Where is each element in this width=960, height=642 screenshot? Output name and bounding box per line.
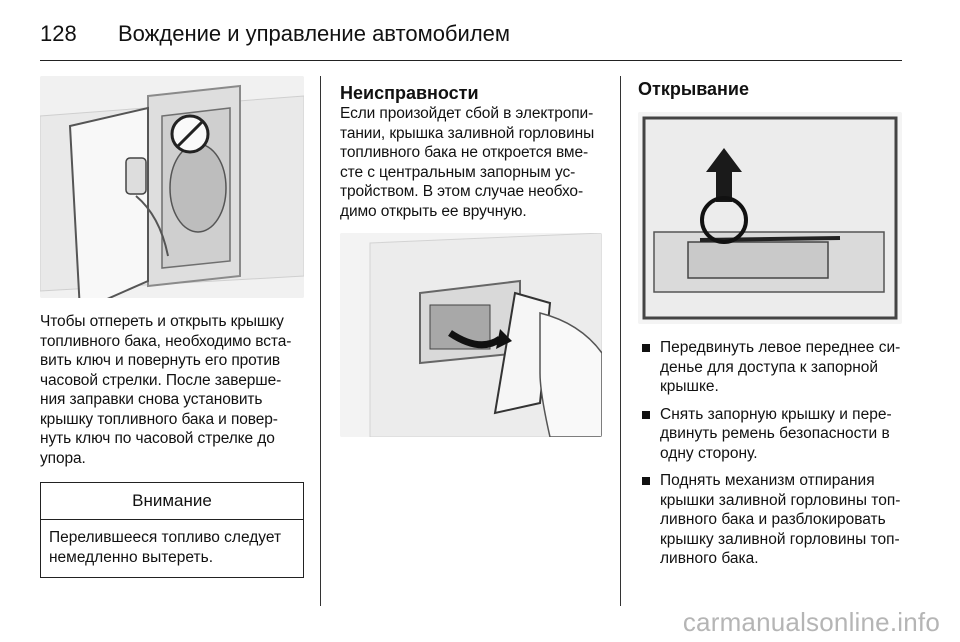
watermark: carmanualsonline.info	[682, 607, 940, 637]
column-3	[638, 68, 902, 577]
malfunctions-text: Если произойдет сбой в электропи- тании, крышка заливной горловины топливного бака не откроется вме- сте с центральным запорным ус- тройством. В этом случае необхо- димо открыть ее вручную.	[340, 105, 595, 220]
column-2	[340, 68, 604, 437]
release-mechanism-icon	[638, 112, 902, 324]
fuel-door-key-illustration	[40, 76, 304, 298]
section-heading-opening: Открывание	[638, 79, 749, 99]
fuel-door-key-icon	[40, 76, 304, 298]
bullet-icon	[642, 477, 650, 485]
warning-text: Перелившееся топливо следует немедленно вытереть.	[49, 529, 282, 566]
list-item: Поднять механизм отпирания крышки заливной горловины топ- ливного бака и разблокировать крышку заливной горловины топ- ливного бака.	[638, 471, 902, 569]
seat-cover-release-illustration	[638, 112, 902, 324]
column-divider-2	[620, 76, 621, 606]
list-item: Снять запорную крышку и пере- двинуть ремень безопасности в одну сторону.	[638, 405, 902, 464]
page-number: 128	[40, 21, 77, 46]
bullet-icon	[642, 344, 650, 352]
unlock-instructions: Чтобы отпереть и открыть крышку топливного бака, необходимо вста- вить ключ и повернуть его против часовой стрелки. После заверше- ния заправки снова установить крышку топливного бака и повер- нуть ключ по часовой стрелке до упора.	[40, 313, 292, 467]
column-1	[40, 68, 304, 578]
column-divider-1	[320, 76, 321, 606]
page-header	[40, 16, 510, 52]
steps-list	[638, 338, 902, 569]
bullet-icon	[642, 411, 650, 419]
page-title: Вождение и управление автомобилем	[118, 21, 511, 46]
manual-release-illustration	[340, 233, 602, 437]
warning-box	[40, 482, 304, 578]
list-item: Передвинуть левое переднее си- денье для доступа к запорной крышке.	[638, 338, 902, 397]
warning-title: Внимание	[41, 483, 303, 520]
section-heading-malfunctions: Неисправности	[340, 83, 479, 103]
header-divider	[40, 60, 902, 61]
manual-release-icon	[340, 233, 602, 437]
